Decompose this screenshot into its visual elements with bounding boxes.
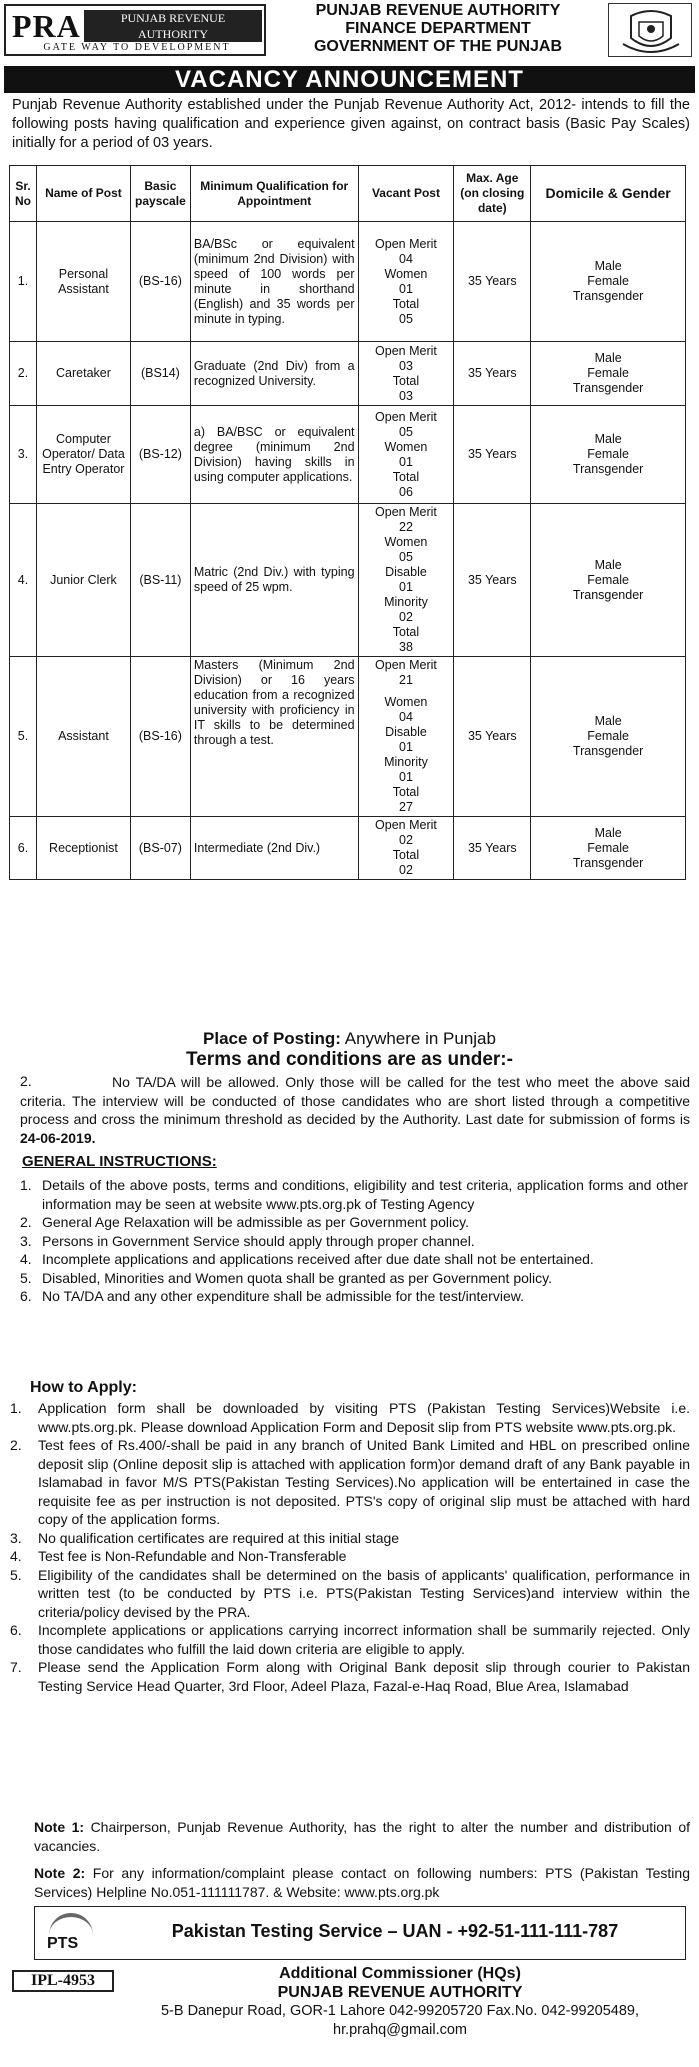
cell-age: 35 Years	[454, 406, 531, 504]
cell-name: Computer Operator/ Data Entry Operator	[36, 406, 130, 504]
list-number: 5.	[20, 1269, 32, 1286]
cell-scale: (BS-11)	[130, 504, 190, 657]
cell-domicile	[531, 504, 686, 657]
vacant-line: 01	[399, 281, 413, 296]
domicile-line: Transgender	[572, 289, 644, 303]
header-qual: Minimum Qualification for Appointment	[190, 166, 358, 222]
logo-tagline: GATE WAY TO DEVELOPMENT	[43, 42, 231, 53]
list-text: Incomplete applications or applications carrying incorrect information shall be summarily rejected. Only those candidates who fulfill the laid down criteria are eligible to apply.	[38, 1622, 690, 1657]
list-number: 3.	[20, 1232, 32, 1249]
list-item	[20, 1232, 688, 1251]
domicile-line: Transgender	[572, 381, 644, 395]
list-item	[20, 1287, 688, 1306]
cell-name: Personal Assistant	[36, 222, 130, 342]
pts-box	[34, 1906, 686, 1960]
cell-scale: (BS-07)	[130, 817, 190, 880]
list-number: 2.	[20, 1214, 32, 1230]
cell-vacant	[358, 657, 454, 817]
list-text: Incomplete applications and applications received after due date shall not be entertained.	[42, 1251, 594, 1267]
note-2	[34, 1864, 690, 1901]
cell-qual: Intermediate (2nd Div.)	[190, 817, 358, 880]
vacant-line: 22	[399, 520, 413, 534]
pts-uan-line: Pakistan Testing Service – UAN - +92-51-111-111-787	[171, 1921, 619, 1941]
intro-paragraph: Punjab Revenue Authority established under the Punjab Revenue Authority Act, 2012- intends to fill the following posts having qualification and experience given against, on contract basis (Basic Pay Scales) initially for a period of 03 years.	[12, 97, 690, 151]
how-list	[10, 1399, 690, 1695]
domicile-line: Male	[594, 259, 622, 273]
cell-sr: 6.	[10, 817, 37, 880]
punjab-emblem-icon	[608, 3, 692, 57]
domicile-line: Transgender	[572, 855, 644, 870]
list-item	[10, 1399, 690, 1436]
vacant-line: 05	[399, 311, 413, 326]
vacant-line: 21	[399, 673, 413, 687]
domicile-line: Female	[587, 274, 629, 288]
cell-qual: BA/BSc or equivalent (minimum 2nd Division) with speed of 100 words per minute in shorthand (English) and 35 words per minute in typing.	[190, 222, 358, 342]
cell-domicile	[531, 342, 686, 406]
list-text: Test fee is Non-Refundable and Non-Transferable	[38, 1548, 347, 1564]
cell-name: Caretaker	[36, 342, 130, 406]
cell-scale: (BS-16)	[130, 222, 190, 342]
list-text: Please send the Application Form along with Original Bank deposit slip through courier to Pakistan Testing Service Head Quarter, 3rd Floor, Adeel Plaza, Fazal-e-Haq Road, Blue Area, Islamabad	[38, 1659, 690, 1694]
cell-vacant	[358, 406, 454, 504]
header	[0, 0, 699, 64]
domicile-line: Transgender	[572, 462, 644, 476]
table-row	[10, 342, 686, 406]
list-number: 1.	[10, 1400, 22, 1416]
pra-logo	[4, 4, 266, 56]
cell-age: 35 Years	[454, 222, 531, 342]
list-number: 3.	[10, 1529, 22, 1546]
posting-value: Anywhere in Punjab	[344, 1029, 496, 1048]
vacancy-banner: VACANCY ANNOUNCEMENT	[4, 66, 695, 93]
ipl-number: IPL-4953	[12, 1970, 114, 1992]
vacant-line: Total	[392, 296, 420, 311]
list-number: 6.	[20, 1288, 32, 1304]
header-scale: Basic payscale	[130, 166, 190, 222]
header-vacant: Vacant Post	[358, 166, 454, 222]
domicile-line: Male	[594, 714, 622, 728]
list-item	[10, 1621, 690, 1658]
list-text: Details of the above posts, terms and conditions, eligibility and test criteria, application forms and other information may be seen at website www.pts.org.pk of Testing Agency	[42, 1177, 688, 1212]
list-number: 4.	[20, 1251, 32, 1267]
cell-sr: 3.	[10, 406, 37, 504]
list-item	[20, 1176, 688, 1213]
cell-qual: Graduate (2nd Div) from a recognized University.	[190, 342, 358, 406]
vacant-line: Minority	[384, 755, 428, 769]
cell-scale: (BS-16)	[130, 657, 190, 817]
list-number: 5.	[10, 1566, 22, 1583]
note1-label: Note 1:	[34, 1819, 85, 1835]
list-item	[10, 1547, 690, 1566]
place-of-posting	[0, 1029, 699, 1049]
vacant-line: Disable	[385, 725, 427, 739]
vacant-line: 02	[399, 863, 413, 877]
cell-name: Receptionist	[36, 817, 130, 880]
cell-sr: 1.	[10, 222, 37, 342]
posting-label: Place of Posting:	[203, 1029, 341, 1048]
logo-line2: AUTHORITY	[84, 26, 262, 42]
header-age: Max. Age (on closing date)	[454, 166, 531, 222]
cell-qual: Masters (Minimum 2nd Division) or 16 years education from a recognized university with proficiency in IT skills to be determined through a test.	[190, 657, 358, 817]
footer-line1: Additional Commissioner (HQs)	[279, 1965, 521, 1982]
list-number: 1.	[20, 1177, 32, 1193]
cell-age: 35 Years	[454, 342, 531, 406]
table-row	[10, 504, 686, 657]
vacant-line: 05	[399, 550, 413, 564]
vacant-line: Open Merit	[375, 818, 437, 832]
vacant-line: 03	[399, 388, 413, 403]
vacant-line: 04	[399, 251, 413, 266]
list-item	[20, 1213, 688, 1232]
vacant-line: Disable	[385, 565, 427, 579]
table-row	[10, 406, 686, 504]
table-row	[10, 222, 686, 342]
header-sr: Sr. No	[10, 166, 37, 222]
vacant-line: 02	[399, 610, 413, 624]
vacant-line: Total	[392, 625, 420, 639]
cell-vacant	[358, 817, 454, 880]
footer-address: 5-B Danepur Road, GOR-1 Lahore 042-99205720 Fax.No. 042-99205489,	[160, 2003, 639, 2019]
list-item	[10, 1566, 690, 1622]
vacant-line: 01	[399, 770, 413, 784]
vacant-line: 02	[399, 833, 413, 847]
domicile-line: Female	[587, 840, 629, 855]
list-number: 7.	[10, 1659, 22, 1675]
cell-domicile	[531, 817, 686, 880]
vacant-line: Open Merit	[375, 236, 437, 251]
list-text: Test fees of Rs.400/-shall be paid in any branch of United Bank Limited and HBL on prescribed online deposit slip (Online deposit slip is attached with application form)or demand draft of any Bank payable in Islamabad in favor M/S PTS(Pakistan Testing Services).No application will be entertained in case the requisite fee as per instruction is not deposited. PTS's copy of original slip must be attached with hard copy of the application forms.	[38, 1437, 690, 1527]
vacant-line: Women	[384, 266, 428, 281]
vacant-line: 05	[399, 424, 413, 439]
cell-domicile	[531, 657, 686, 817]
list-number: 4.	[10, 1548, 22, 1564]
cell-domicile	[531, 406, 686, 504]
vacant-line: Women	[384, 535, 428, 549]
vacant-line: 01	[399, 580, 413, 594]
vacant-line: Women	[384, 695, 428, 709]
vacant-line: Total	[392, 469, 420, 484]
list-text: Eligibility of the candidates shall be determined on the basis of applicants' qualification, performance in written test (to be conducted by PTS i.e. PTS(Pakistan Testing Services)and interview within the criteria/policy devised by the PRA.	[38, 1566, 690, 1620]
vacant-line: 04	[399, 710, 413, 724]
note2-label: Note 2:	[34, 1865, 86, 1881]
cell-domicile	[531, 222, 686, 342]
domicile-line: Male	[594, 825, 622, 840]
logo-abbr: PRA	[12, 8, 81, 44]
cell-sr: 4.	[10, 504, 37, 657]
general-heading: GENERAL INSTRUCTIONS:	[22, 1153, 217, 1170]
domicile-line: Male	[594, 351, 622, 365]
vacant-line: 38	[399, 640, 413, 654]
domicile-line: Female	[587, 729, 629, 743]
list-number: 2.	[10, 1437, 22, 1453]
logo-line1: PUNJAB REVENUE	[84, 10, 262, 26]
pts-logo	[43, 1913, 103, 1953]
vacant-line: 06	[399, 484, 413, 499]
note-1	[34, 1818, 690, 1855]
cell-scale: (BS14)	[130, 342, 190, 406]
cell-vacant	[358, 342, 454, 406]
vacant-line: Total	[392, 373, 420, 388]
list-text: Disabled, Minorities and Women quota shall be granted as per Government policy.	[42, 1269, 552, 1286]
vacant-line: 01	[399, 740, 413, 754]
header-title-3: GOVERNMENT OF THE PUNJAB	[313, 38, 562, 55]
list-item	[10, 1529, 690, 1548]
list-text: Persons in Government Service should apply through proper channel.	[42, 1232, 475, 1249]
footer-line2: PUNJAB REVENUE AUTHORITY	[277, 1984, 523, 2001]
table-row	[10, 817, 686, 880]
cell-qual: Matric (2nd Div.) with typing speed of 25 wpm.	[190, 504, 358, 657]
cell-scale: (BS-12)	[130, 406, 190, 504]
vacant-line: Total	[392, 848, 420, 862]
list-text: General Age Relaxation will be admissible as per Government policy.	[42, 1214, 469, 1230]
domicile-line: Transgender	[572, 587, 644, 602]
cell-sr: 2.	[10, 342, 37, 406]
cell-age: 35 Years	[454, 657, 531, 817]
term-number: 2.	[20, 1073, 32, 1089]
list-item	[20, 1269, 688, 1288]
vacant-line: 01	[399, 454, 413, 469]
domicile-line: Female	[587, 366, 629, 380]
vacant-line: 27	[399, 800, 413, 814]
term-date: 24-06-2019.	[20, 1129, 96, 1146]
vacant-line: 03	[399, 358, 413, 373]
table-header-row	[10, 166, 686, 222]
terms-title: Terms and conditions are as under:-	[186, 1049, 513, 1070]
list-item	[10, 1436, 690, 1529]
header-titles	[268, 2, 608, 56]
pts-logo-text: PTS	[47, 1935, 79, 1952]
list-text: No TA/DA and any other expenditure shall be admissible for the test/interview.	[42, 1288, 524, 1304]
list-item	[10, 1658, 690, 1695]
cell-qual: a) BA/BSC or equivalent degree (minimum 2nd Division) having skills in using computer applications.	[190, 406, 358, 504]
domicile-line: Transgender	[572, 744, 644, 758]
cell-name: Assistant	[36, 657, 130, 817]
term-text: No TA/DA will be allowed. Only those will be called for the test who meet the above said criteria. The interview will be conducted of those candidates who are short listed through a competitive process and cross the minimum threshold as decided by the Authority. Last date for submission of forms is	[20, 1074, 690, 1127]
general-list	[20, 1176, 688, 1306]
list-text: Application form shall be downloaded by visiting PTS (Pakistan Testing Services)Website i.e. www.pts.org.pk. Please download Application Form and Deposit slip from PTS website www.pts.org.pk.	[38, 1400, 690, 1435]
header-title-1: PUNJAB REVENUE AUTHORITY	[315, 2, 561, 19]
note2-text: For any information/complaint please contact on following numbers: PTS (Pakistan Testing Services) Helpline No.051-111111787. & Website: www.pts.org.pk	[34, 1865, 690, 1900]
cell-name: Junior Clerk	[36, 504, 130, 657]
cell-vacant	[358, 504, 454, 657]
vacant-line: Open Merit	[375, 409, 437, 424]
vacant-line: Total	[392, 785, 420, 799]
domicile-line: Female	[587, 572, 629, 587]
vacant-line: Minority	[384, 595, 428, 609]
vacancy-table	[9, 165, 686, 880]
cell-age: 35 Years	[454, 504, 531, 657]
note1-text: Chairperson, Punjab Revenue Authority, has the right to alter the number and distribution of vacancies.	[34, 1819, 690, 1854]
cell-sr: 5.	[10, 657, 37, 817]
vacant-line: Women	[384, 439, 428, 454]
header-domicile: Domicile & Gender	[531, 166, 686, 222]
list-item	[20, 1250, 688, 1269]
domicile-line: Female	[587, 447, 629, 461]
how-heading: How to Apply:	[30, 1379, 137, 1396]
term-paragraph	[20, 1073, 690, 1147]
vacant-line: Open Merit	[375, 658, 437, 672]
list-number: 6.	[10, 1622, 22, 1638]
header-title-2: FINANCE DEPARTMENT	[345, 20, 531, 37]
table-body	[10, 222, 686, 880]
table-row	[10, 657, 686, 817]
header-name: Name of Post	[36, 166, 130, 222]
cell-vacant	[358, 222, 454, 342]
vacant-line: Open Merit	[375, 343, 437, 358]
pts-arc-icon	[49, 1913, 93, 1937]
vacant-line: Open Merit	[375, 505, 437, 519]
domicile-line: Male	[594, 432, 622, 446]
cell-age: 35 Years	[454, 817, 531, 880]
domicile-line: Male	[594, 557, 622, 572]
footer	[120, 1964, 680, 2040]
list-text: No qualification certificates are required at this initial stage	[38, 1529, 400, 1546]
footer-email: hr.prahq@gmail.com	[333, 2022, 467, 2038]
